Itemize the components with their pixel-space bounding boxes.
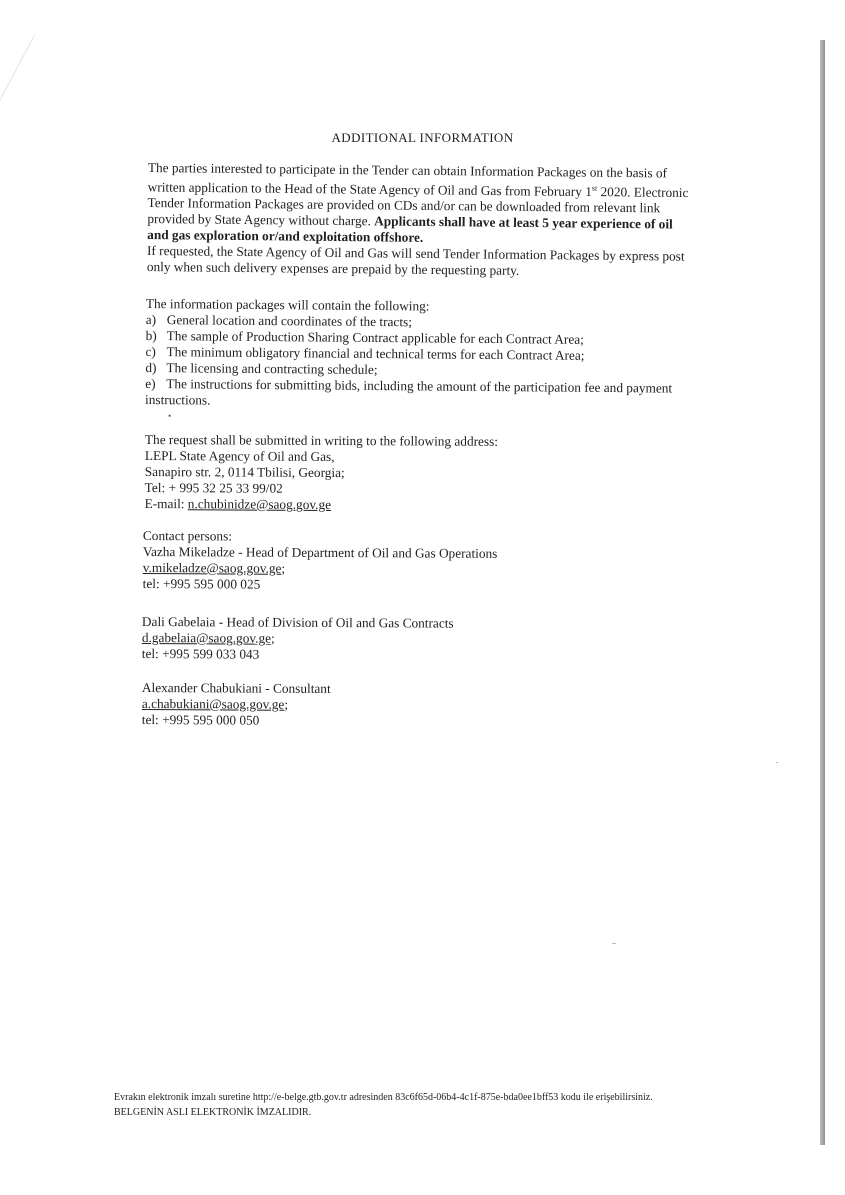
contact-person-3 <box>142 680 702 731</box>
document-title: ADDITIONAL INFORMATION <box>331 130 514 145</box>
scan-dot: • <box>168 411 172 421</box>
footer-verification-line: Evrakın elektronik imzalı suretine http://e-belge.gtb.gov.tr adresinden 83c6f65d-06b4-4c1f-875e-bda0ee1bff53 kodu ile erişebilirsiniz. <box>114 1092 653 1103</box>
intro-line: only when such delivery expenses are prepaid by the requesting party. <box>146 259 520 279</box>
address-tel: Tel: + 995 32 25 33 99/02 <box>144 479 283 496</box>
address-email-line: E-mail: n.chubinidze@saog.gov.ge <box>144 495 332 512</box>
scan-speck <box>776 762 778 763</box>
contact-email-line: v.mikeladze@saog.gov.ge; <box>142 559 286 576</box>
scan-speck <box>612 943 616 944</box>
contact-name-role: Vazha Mikeladze - Head of Department of Oil and Gas Operations <box>142 543 498 561</box>
page-edge-shadow <box>820 40 825 1145</box>
contact-tel: tel: +995 595 000 025 <box>142 575 261 592</box>
packages-heading: The information packages will contain the following: <box>145 296 430 314</box>
contact-email-line: a.chabukiani@saog.gov.ge; <box>141 695 289 712</box>
contact-email-line: d.gabelaia@saog.gov.ge; <box>141 629 275 646</box>
intro-line: Tender Information Packages are provided on CDs and/or can be downloaded from relevant link <box>147 195 661 216</box>
contact-person-2 <box>142 614 702 665</box>
address-intro: The request shall be submitted in writing to the following address: <box>144 432 499 449</box>
email-link[interactable]: v.mikeladze@saog.gov.ge <box>142 559 282 576</box>
intro-paragraph <box>147 160 748 282</box>
email-link[interactable]: n.chubinidze@saog.gov.ge <box>187 496 332 512</box>
intro-line: The parties interested to participate in the Tender can obtain Information Packages on the basis of <box>147 160 668 181</box>
contact-person-1 <box>143 528 703 595</box>
requirement-emphasis: Applicants shall have at least 5 year experience of oil <box>374 213 673 232</box>
address-street: Sanapiro str. 2, 0114 Tbilisi, Georgia; <box>144 463 345 481</box>
intro-line: provided by State Agency without charge. Applicants shall have at least 5 year experience of oil <box>147 211 673 232</box>
list-item: b) The sample of Production Sharing Contract applicable for each Contract Area; <box>145 327 584 347</box>
list-item: c) The minimum obligatory financial and technical terms for each Contract Area; <box>145 343 585 363</box>
email-link[interactable]: a.chabukiani@saog.gov.ge <box>141 695 285 712</box>
intro-line: If requested, the State Agency of Oil and Gas will send Tender Information Packages by express post <box>146 243 685 265</box>
intro-line: written application to the Head of the State Agency of Oil and Gas from February 1st 2020. Electronic <box>147 179 689 201</box>
scan-artifact-line <box>0 35 35 141</box>
address-org: LEPL State Agency of Oil and Gas, <box>144 447 335 464</box>
footer-signature-note: BELGENİN ASLI ELEKTRONİK İMZALIDIR. <box>114 1107 312 1118</box>
packages-list <box>145 296 746 413</box>
contact-tel: tel: +995 595 000 050 <box>141 711 260 728</box>
list-item: a) General location and coordinates of the tracts; <box>145 311 413 330</box>
contacts-heading: Contact persons: <box>142 528 233 544</box>
requirement-emphasis: and gas exploration or/and exploitation offshore. <box>147 227 424 246</box>
address-block <box>145 432 705 515</box>
list-item-continuation: instructions. <box>145 391 211 408</box>
contact-name-role: Alexander Chabukiani - Consultant <box>141 680 331 696</box>
list-item: e) The instructions for submitting bids, including the amount of the participation fee and payment <box>145 375 673 396</box>
email-link[interactable]: d.gabelaia@saog.gov.ge <box>141 629 272 646</box>
e-signature-footer <box>114 1090 754 1120</box>
contact-tel: tel: +995 599 033 043 <box>141 645 260 662</box>
contact-name-role: Dali Gabelaia - Head of Division of Oil and Gas Contracts <box>141 614 454 631</box>
list-item: d) The licensing and contracting schedule; <box>145 359 378 378</box>
